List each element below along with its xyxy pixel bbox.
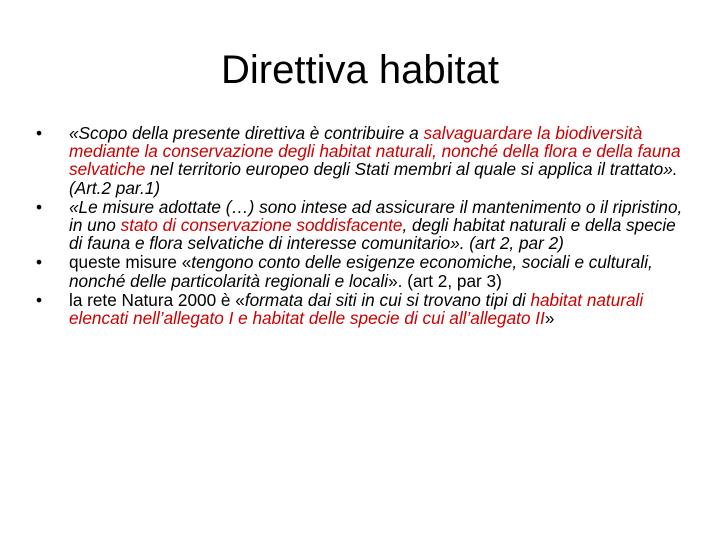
highlighted-text-run: habitat naturali elencati nell’allegato I e habitat delle specie di cui all’allegato II xyxy=(69,289,644,329)
slide-title: Direttiva habitat xyxy=(221,48,499,92)
bullet-marker: • xyxy=(36,289,43,310)
highlighted-text-run: salvaguardare la biodiversità mediante la conservazione degli habitat naturali, nonché della flora e della fauna selvatiche xyxy=(69,123,681,180)
bullet-item xyxy=(36,198,690,253)
text-run: la rete Natura 2000 è « xyxy=(69,289,245,310)
bullet-item xyxy=(36,253,690,289)
text-run: tengono conto delle esigenze economiche, sociali e culturali, nonché delle particolarità regionali e locali xyxy=(69,252,653,291)
text-run: «Le misure adottate (…) sono intese ad assicurare il mantenimento o il ripristino, in uno xyxy=(69,196,683,236)
text-run: queste misure « xyxy=(69,252,192,273)
bullet-list xyxy=(36,124,690,328)
text-run: formata dai siti in cui si trovano tipi di xyxy=(244,289,531,310)
text-run: «Scopo della presente direttiva è contribuire a xyxy=(69,123,424,143)
text-run: » xyxy=(544,308,555,329)
text-run: , degli habitat naturali e della specie di fauna e flora selvatiche di interesse comunitario». (art 2, par 2) xyxy=(69,215,676,254)
bullet-item xyxy=(36,291,690,327)
highlighted-text-run: stato di conservazione soddisfacente xyxy=(120,215,403,236)
text-run: ». (art 2, par 3) xyxy=(388,270,502,291)
text-run: nel territorio europeo degli Stati membri al quale si applica il trattato». (Art.2 par.1) xyxy=(69,159,678,198)
bullet-item xyxy=(36,124,690,197)
bullet-marker: • xyxy=(36,123,43,143)
bullet-marker: • xyxy=(36,252,43,273)
bullet-marker: • xyxy=(36,196,43,217)
